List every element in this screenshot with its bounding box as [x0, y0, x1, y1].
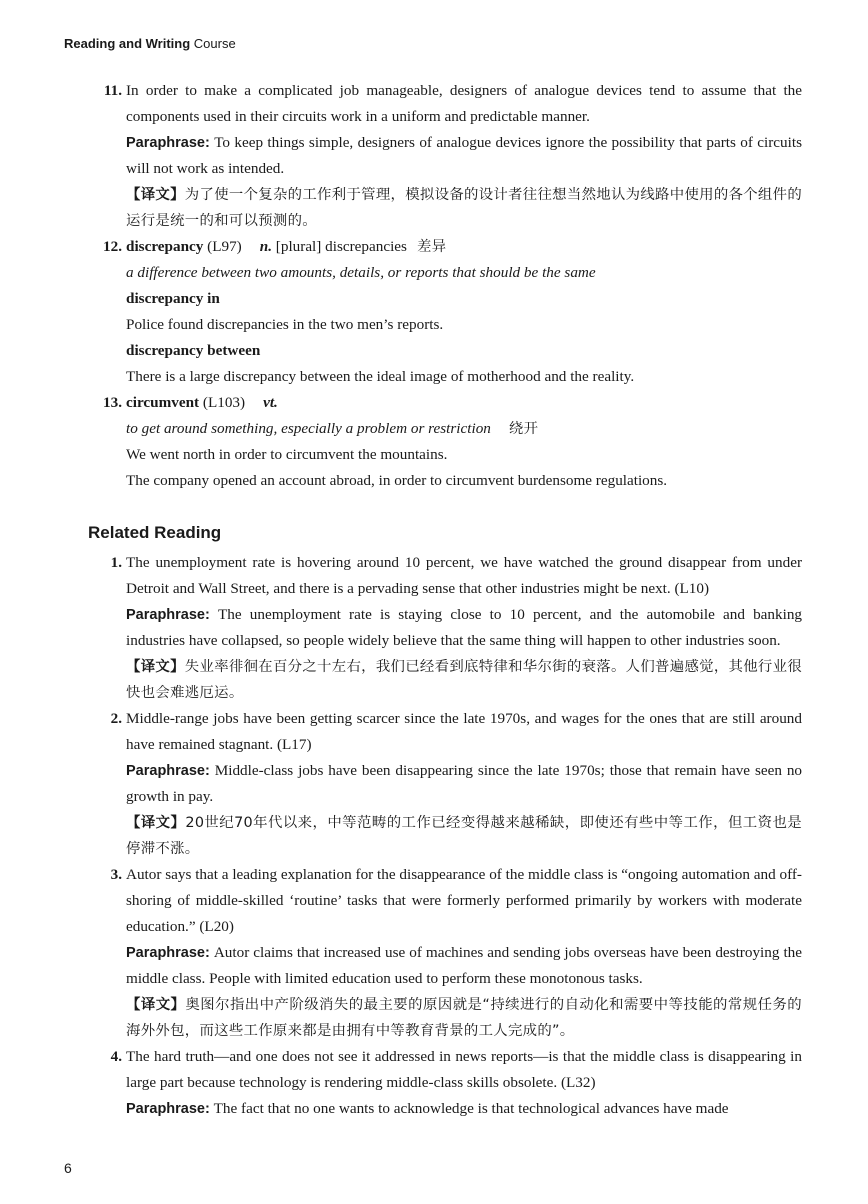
translation-block	[126, 654, 802, 706]
headword: circumvent	[126, 394, 200, 411]
example-sentence: We went north in order to circumvent the mountains.	[126, 446, 448, 463]
translation-block	[126, 810, 802, 862]
vocab-item-11	[90, 78, 802, 234]
paraphrase-label: Paraphrase:	[126, 763, 210, 779]
chinese-gloss: 差异	[416, 239, 447, 255]
word-forms: [plural] discrepancies	[275, 238, 407, 255]
item-number: 1.	[110, 554, 122, 571]
paraphrase-block	[126, 758, 802, 810]
part-of-speech: vt.	[263, 394, 278, 411]
item-sentence: The unemployment rate is hovering around 10 percent, we have watched the ground disappear from under Detroit and Wall Street, and there is a pervading sense that other industries might be next. (L10)	[126, 554, 802, 597]
related-item-2	[90, 706, 802, 862]
paraphrase-text: Autor claims that increased use of machines and sending jobs overseas have been destroying the middle class. People with limited education used to perform these monotonous tasks.	[126, 944, 802, 987]
item-sentence: Autor says that a leading explanation for the disappearance of the middle class is “ongoing automation and off-shoring of middle-skilled ‘routine’ tasks that were formerly performed primarily by workers with moderate education.” (L20)	[126, 866, 802, 935]
item-sentence: The hard truth—and one does not see it addressed in news reports—is that the middle class is disappearing in large part because technology is rendering middle-class skills obsolete. (L32)	[126, 1048, 802, 1091]
item-sentence: In order to make a complicated job manageable, designers of analogue devices tend to assume that the components used in their circuits work in a uniform and predictable manner.	[126, 82, 802, 125]
definition: to get around something, especially a problem or restriction	[126, 420, 491, 437]
item-sentence: Middle-range jobs have been getting scarcer since the late 1970s, and wages for the ones that are still around have remained stagnant. (L17)	[126, 710, 802, 753]
entry-headline	[126, 390, 802, 416]
item-number: 4.	[110, 1048, 122, 1065]
definition: a difference between two amounts, details, or reports that should be the same	[126, 264, 596, 281]
item-number: 11.	[103, 82, 122, 99]
page-number: 6	[64, 1160, 72, 1176]
chinese-gloss: 绕开	[508, 421, 539, 437]
definition-line	[126, 416, 802, 442]
related-item-1	[90, 550, 802, 706]
line-ref: (L103)	[202, 394, 246, 411]
translation-text: 为了使一个复杂的工作利于管理，模拟设备的设计者往往想当然地认为线路中使用的各个组件的运行是统一的和可以预测的。	[126, 187, 803, 229]
page-content	[90, 78, 802, 1122]
paraphrase-label: Paraphrase:	[126, 1101, 210, 1117]
item-number: 13.	[103, 394, 122, 411]
related-item-4	[90, 1044, 802, 1122]
line-ref: (L97)	[207, 238, 242, 255]
collocation: discrepancy between	[126, 342, 261, 359]
translation-text: 20世纪70年代以来，中等范畴的工作已经变得越来越稀缺，即使还有些中等工作，但工资也是停滞不涨。	[126, 815, 802, 857]
paraphrase-text: To keep things simple, designers of analogue devices ignore the possibility that parts of circuits will not work as intended.	[126, 134, 802, 177]
example-sentence: There is a large discrepancy between the ideal image of motherhood and the reality.	[126, 368, 635, 385]
translation-label: 【译文】	[126, 815, 186, 831]
translation-label: 【译文】	[126, 659, 185, 675]
part-of-speech: n.	[259, 238, 272, 255]
paraphrase-block	[126, 130, 802, 182]
header-rest: Course	[190, 36, 236, 51]
item-number: 2.	[110, 710, 122, 727]
item-number: 3.	[110, 866, 122, 883]
entry-headline	[126, 234, 802, 260]
collocation: discrepancy in	[126, 290, 220, 307]
paraphrase-label: Paraphrase:	[126, 607, 210, 623]
header-bold: Reading and Writing	[64, 36, 191, 51]
related-item-3	[90, 862, 802, 1044]
paraphrase-text: Middle-class jobs have been disappearing since the late 1970s; those that remain have seen no growth in pay.	[126, 762, 803, 805]
vocab-item-12	[90, 234, 802, 390]
paraphrase-text: The fact that no one wants to acknowledge is that technological advances have made	[213, 1100, 729, 1117]
paraphrase-block	[126, 1096, 802, 1122]
translation-label: 【译文】	[126, 187, 185, 203]
paraphrase-text: The unemployment rate is staying close to 10 percent, and the automobile and banking industries have collapsed, so people widely believe that the same thing will happen to other industries soon.	[126, 606, 803, 649]
paraphrase-block	[126, 602, 802, 654]
example-sentence: Police found discrepancies in the two men’s reports.	[126, 316, 444, 333]
running-header	[64, 36, 236, 51]
item-number: 12.	[103, 238, 122, 255]
paraphrase-label: Paraphrase:	[126, 135, 210, 151]
translation-label: 【译文】	[126, 997, 186, 1013]
translation-block	[126, 992, 802, 1044]
vocab-item-13	[90, 390, 802, 494]
paraphrase-label: Paraphrase:	[126, 945, 210, 961]
translation-text: 失业率徘徊在百分之十左右，我们已经看到底特律和华尔街的衰落。人们普遍感觉，其他行业很快也会难逃厄运。	[126, 659, 803, 701]
translation-block	[126, 182, 802, 234]
section-heading: Related Reading	[88, 523, 222, 542]
translation-text: 奥图尔指出中产阶级消失的最主要的原因就是“持续进行的自动化和需要中等技能的常规任务的海外外包，而这些工作原来都是由拥有中等教育背景的工人完成的”。	[126, 997, 802, 1039]
paraphrase-block	[126, 940, 802, 992]
headword: discrepancy	[126, 238, 204, 255]
example-sentence: The company opened an account abroad, in order to circumvent burdensome regulations.	[126, 472, 668, 489]
